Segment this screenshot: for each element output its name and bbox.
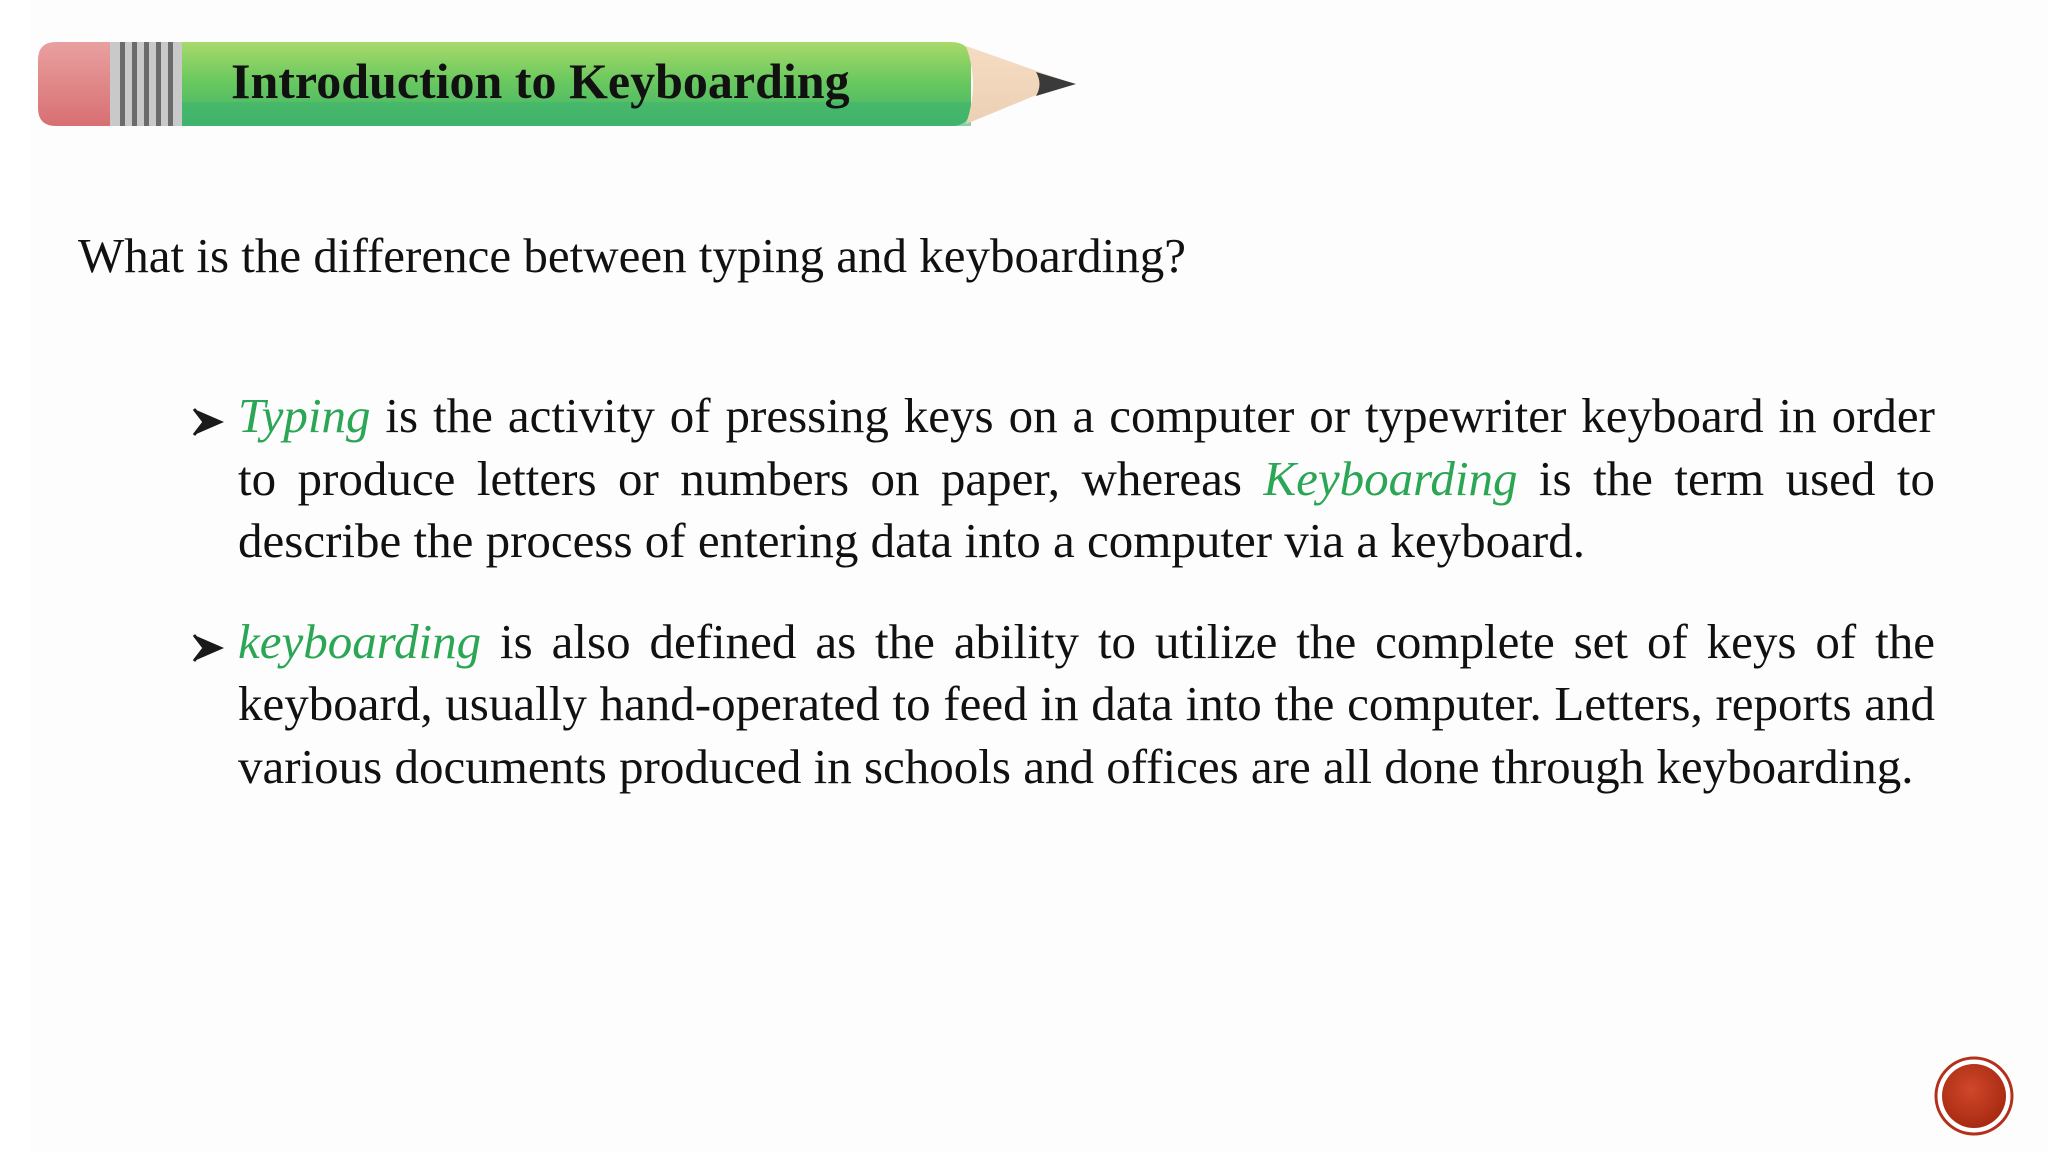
bullet-text: is the term used to describe the process of entering data into a computer via a keyboard. xyxy=(238,450,1935,568)
question-heading: What is the difference between typing and keyboarding? xyxy=(78,228,1186,283)
bullet-item-typing xyxy=(190,385,1935,573)
term-keyboarding: Keyboarding xyxy=(1263,450,1518,506)
bullet-item-keyboarding xyxy=(190,611,1935,799)
bullet-text: is the activity of pressing keys on a computer or typewriter keyboard in order to produce letters or numbers on paper, whereas xyxy=(238,388,1935,506)
term-keyboarding-lower: keyboarding xyxy=(238,613,482,669)
nav-circle-button[interactable] xyxy=(1934,1056,2014,1136)
pencil-title-banner xyxy=(36,38,1086,130)
red-circle-button-icon xyxy=(1934,1056,2014,1136)
term-typing: Typing xyxy=(238,388,371,443)
bullet-list xyxy=(190,385,1935,836)
slide-title: Introduction to Keyboarding xyxy=(231,53,850,109)
bullet-text: is also defined as the ability to utilize the complete set of keys of the keyboard, usually hand-operated to feed in data into the computer. Letters, reports and various documents produced in schools and offices are all done through keyboarding. xyxy=(238,613,1935,794)
arrowhead-bullet-icon xyxy=(190,385,230,447)
slide-margin xyxy=(0,0,30,1152)
arrowhead-bullet-icon xyxy=(190,611,230,673)
